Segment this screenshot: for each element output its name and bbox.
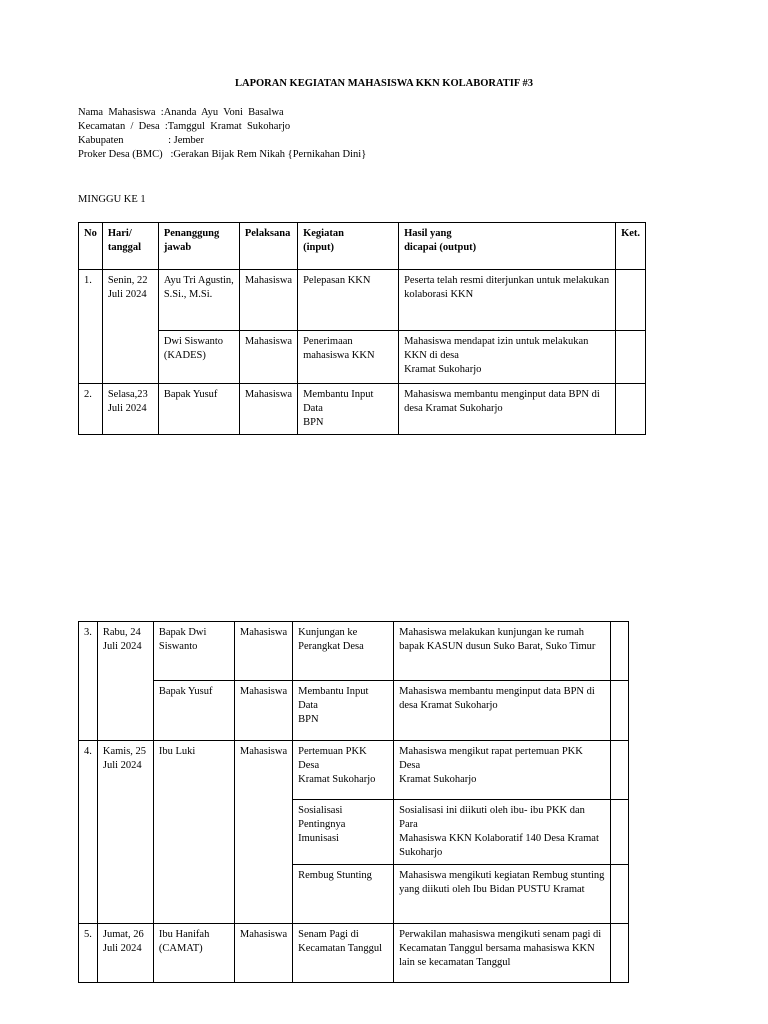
header-activity: Kegiatan (input): [298, 223, 399, 270]
cell-executor: Mahasiswa: [234, 741, 292, 924]
info-student-name: Nama Mahasiswa :Ananda Ayu Voni Basalwa: [78, 107, 284, 118]
info-regency: Kabupaten : Jember: [78, 135, 204, 146]
cell-result: Mahasiswa mengikuti kegiatan Rembug stunting yang diikuti oleh Ibu Bidan PUSTU Kramat: [394, 865, 611, 924]
cell-no: 4.: [79, 741, 98, 924]
cell-activity: Kunjungan ke Perangkat Desa: [293, 622, 394, 681]
cell-person-in-charge: Ibu Luki: [153, 741, 234, 924]
week-label: MINGGU KE 1: [78, 194, 146, 205]
activity-table-part-2: [78, 621, 629, 983]
header-executor: Pelaksana: [239, 223, 297, 270]
cell-activity: Pertemuan PKK Desa Kramat Sukoharjo: [293, 741, 394, 800]
cell-result: Peserta telah resmi diterjunkan untuk melakukan kolaborasi KKN: [399, 270, 616, 331]
cell-day: Jumat, 26 Juli 2024: [97, 924, 153, 983]
cell-result: Mahasiswa melakukan kunjungan ke rumah bapak KASUN dusun Suko Barat, Suko Timur: [394, 622, 611, 681]
table-row: [79, 384, 646, 435]
cell-notes: [611, 865, 629, 924]
cell-no: 2.: [79, 384, 103, 435]
cell-executor: Mahasiswa: [239, 384, 297, 435]
cell-executor: Mahasiswa: [234, 681, 292, 741]
cell-day: Rabu, 24 Juli 2024: [97, 622, 153, 741]
cell-executor: Mahasiswa: [234, 622, 292, 681]
cell-notes: [611, 622, 629, 681]
cell-person-in-charge: Ibu Hanifah (CAMAT): [153, 924, 234, 983]
cell-person-in-charge: Bapak Dwi Siswanto: [153, 622, 234, 681]
cell-no: 3.: [79, 622, 98, 741]
cell-notes: [611, 924, 629, 983]
cell-result: Perwakilan mahasiswa mengikuti senam pagi di Kecamatan Tanggul bersama mahasiswa KKN lain se kecamatan Tanggul: [394, 924, 611, 983]
activity-table-part-1: [78, 222, 646, 435]
cell-result: Mahasiswa mendapat izin untuk melakukan KKN di desa Kramat Sukoharjo: [399, 331, 616, 384]
cell-day: Selasa,23 Juli 2024: [102, 384, 158, 435]
report-title: LAPORAN KEGIATAN MAHASISWA KKN KOLABORATIF #3: [234, 78, 533, 89]
cell-person-in-charge: Bapak Yusuf: [153, 681, 234, 741]
cell-activity: Sosialisasi Pentingnya Imunisasi: [293, 800, 394, 865]
cell-no: 5.: [79, 924, 98, 983]
header-no: No: [79, 223, 103, 270]
cell-notes: [616, 384, 646, 435]
table-row: [79, 924, 629, 983]
cell-day: Senin, 22 Juli 2024: [102, 270, 158, 384]
header-day: Hari/ tanggal: [102, 223, 158, 270]
cell-activity: Senam Pagi di Kecamatan Tanggul: [293, 924, 394, 983]
header-result: Hasil yang dicapai (output): [399, 223, 616, 270]
cell-result: Sosialisasi ini diikuti oleh ibu- ibu PKK dan Para Mahasiswa KKN Kolaboratif 140 Desa Kramat Sukoharjo: [394, 800, 611, 865]
cell-no: 1.: [79, 270, 103, 384]
cell-result: Mahasiswa membantu menginput data BPN di desa Kramat Sukoharjo: [399, 384, 616, 435]
cell-person-in-charge: Dwi Siswanto (KADES): [158, 331, 239, 384]
cell-person-in-charge: Bapak Yusuf: [158, 384, 239, 435]
table-row: [79, 622, 629, 681]
cell-activity: Penerimaan mahasiswa KKN: [298, 331, 399, 384]
table-row: [79, 270, 646, 331]
cell-result: Mahasiswa membantu menginput data BPN di desa Kramat Sukoharjo: [394, 681, 611, 741]
table-row: [79, 741, 629, 800]
cell-person-in-charge: Ayu Tri Agustin, S.Si., M.Si.: [158, 270, 239, 331]
cell-notes: [616, 331, 646, 384]
cell-activity: Pelepasan KKN: [298, 270, 399, 331]
header-notes: Ket.: [616, 223, 646, 270]
info-district-village: Kecamatan / Desa :Tamggul Kramat Sukoharjo: [78, 121, 291, 132]
cell-notes: [611, 741, 629, 800]
table-header-row: [79, 223, 646, 270]
cell-notes: [616, 270, 646, 331]
table-row: [79, 681, 629, 741]
cell-activity: Membantu Input Data BPN: [293, 681, 394, 741]
cell-day: Kamis, 25 Juli 2024: [97, 741, 153, 924]
cell-executor: Mahasiswa: [239, 270, 297, 331]
cell-activity: Rembug Stunting: [293, 865, 394, 924]
info-village-program: Proker Desa (BMC) :Gerakan Bijak Rem Nikah {Pernikahan Dini}: [78, 149, 367, 160]
cell-notes: [611, 800, 629, 865]
cell-executor: Mahasiswa: [234, 924, 292, 983]
header-person-in-charge: Penanggung jawab: [158, 223, 239, 270]
cell-result: Mahasiswa mengikut rapat pertemuan PKK Desa Kramat Sukoharjo: [394, 741, 611, 800]
cell-notes: [611, 681, 629, 741]
table-row: [79, 331, 646, 384]
cell-executor: Mahasiswa: [239, 331, 297, 384]
cell-activity: Membantu Input Data BPN: [298, 384, 399, 435]
